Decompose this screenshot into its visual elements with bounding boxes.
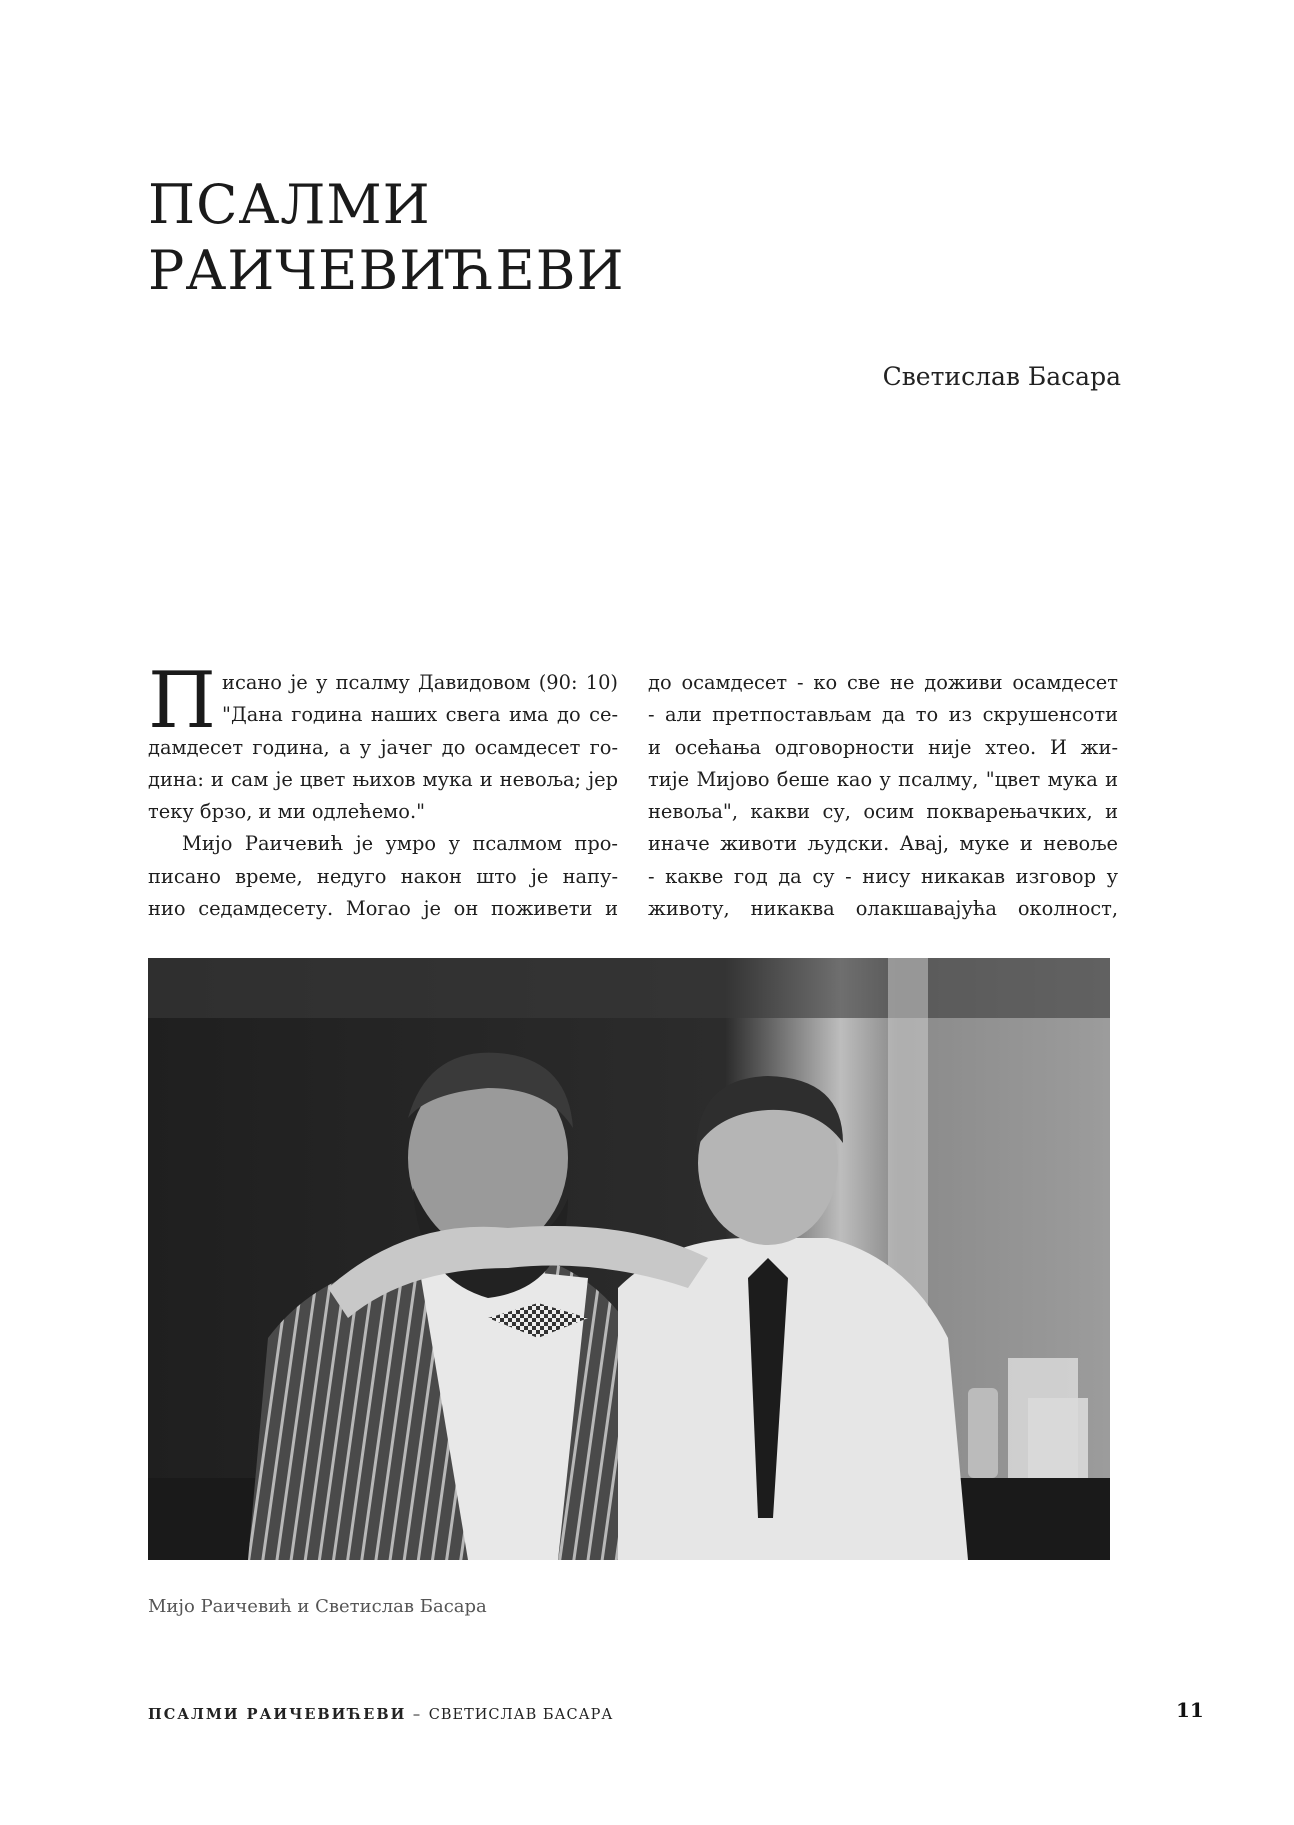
paragraph-line: и осећања одговорности није хтео. И жи- bbox=[648, 735, 1118, 759]
title-line-2: РАИЧЕВИЋЕВИ bbox=[148, 239, 625, 302]
running-footer bbox=[148, 1706, 613, 1723]
paragraph-line: теку брзо, и ми одлећемо." bbox=[148, 800, 426, 824]
title-line-1: ПСАЛМИ bbox=[148, 173, 431, 236]
paragraph-line: нио седамдесету. Могао је он поживети и bbox=[148, 897, 618, 921]
paragraph-line: - какве год да су - нису никакав изговор у bbox=[648, 864, 1118, 888]
article-author: Светислав Басара bbox=[882, 362, 1121, 391]
paragraph-line: Мијо Раичевић је умро у псалмом про- bbox=[182, 832, 618, 856]
drop-cap: П bbox=[148, 656, 217, 746]
footer-separator: – bbox=[412, 1707, 423, 1723]
paragraph-line: писано време, недуго након што је напу- bbox=[148, 864, 618, 888]
paragraph-line: "Дана година наших свега има до се- bbox=[222, 703, 618, 727]
paragraph-line: тије Мијово беше као у псалму, "цвет мука и bbox=[648, 767, 1118, 791]
paragraph-line: животу, никаква олакшавајућа околност, bbox=[648, 897, 1118, 921]
running-author: СВЕТИСЛАВ БАСАРА bbox=[428, 1707, 614, 1723]
paragraph-line: иначе животи људски. Авај, муке и невоље bbox=[648, 832, 1118, 856]
article-title bbox=[148, 172, 948, 304]
paragraph-line: невоља", какви су, осим покварењачких, и bbox=[648, 800, 1118, 824]
text-column-left bbox=[148, 656, 618, 925]
paragraph-line: до осамдесет - ко све не доживи осамдесет bbox=[648, 671, 1118, 694]
paragraph-line: исано је у псалму Давидовом (90: 10) bbox=[222, 671, 618, 694]
paragraph-line: дина: и сам је цвет њихов мука и невоља; јер bbox=[148, 767, 618, 791]
article-photo bbox=[148, 958, 1110, 1560]
text-column-right bbox=[648, 667, 1118, 925]
photo-illustration bbox=[148, 958, 1110, 1560]
photo-caption: Мијо Раичевић и Светислав Басара bbox=[148, 1596, 487, 1617]
page-number: 11 bbox=[1176, 1698, 1204, 1722]
running-title: ПСАЛМИ РАИЧЕВИЋЕВИ bbox=[148, 1706, 407, 1723]
paragraph-line: - али претпостављам да то из скрушенсоти bbox=[648, 703, 1118, 727]
paragraph-line: дамдесет година, а у јачег до осамдесет го- bbox=[148, 735, 618, 759]
